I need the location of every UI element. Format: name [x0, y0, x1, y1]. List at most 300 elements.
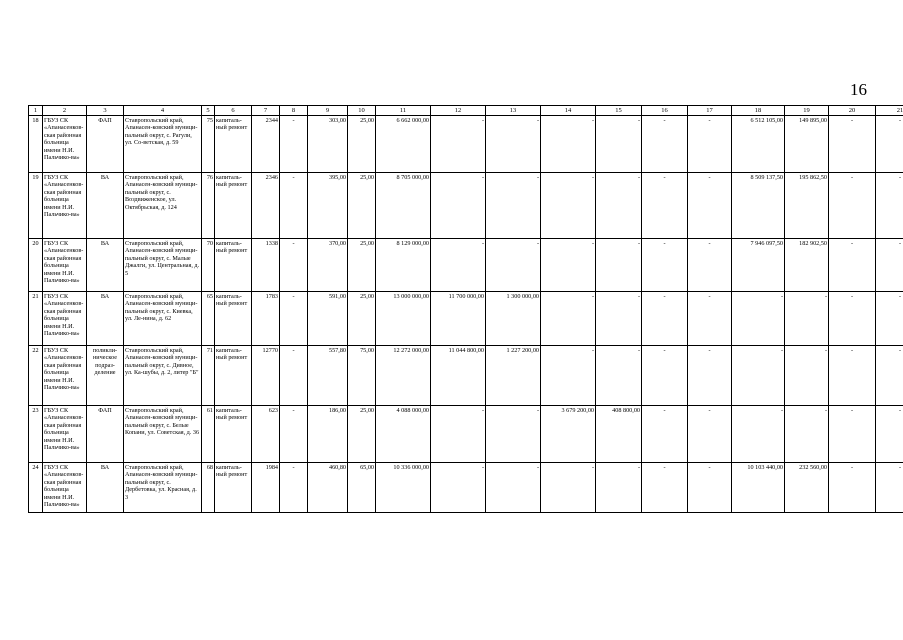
cell-text: 18 — [32, 117, 39, 124]
cell-text: 557,80 — [328, 347, 346, 354]
cell-text: - — [591, 117, 594, 124]
cell-text: поликли-ническое подраз-деление — [92, 347, 118, 377]
cell-text: 76 — [206, 174, 213, 181]
cell-text: - — [780, 293, 783, 300]
cell-text: - — [850, 174, 854, 181]
table-cell — [785, 463, 829, 513]
table-cell — [43, 173, 87, 239]
table-cell — [43, 463, 87, 513]
table-cell — [688, 292, 732, 346]
cell-text: капиталь-ный ремонт — [216, 293, 248, 308]
table-cell — [732, 116, 785, 173]
cell-text: 68 — [206, 464, 213, 471]
table-cell — [43, 239, 87, 292]
table-cell — [732, 463, 785, 513]
cell-text: - — [591, 174, 594, 181]
table-cell — [376, 346, 431, 406]
table-cell — [280, 116, 308, 173]
cell-text: 25,00 — [360, 240, 374, 247]
cell-text: 232 560,00 — [799, 464, 827, 471]
table-cell — [642, 292, 688, 346]
cell-text: 75,00 — [360, 347, 374, 354]
table-cell — [486, 116, 541, 173]
table-cell — [348, 406, 376, 463]
table-cell — [431, 239, 486, 292]
table-cell — [876, 463, 903, 513]
column-header: 4 — [124, 106, 202, 116]
table-cell — [486, 346, 541, 406]
cell-text: - — [591, 293, 594, 300]
cell-text: - — [481, 407, 484, 414]
page-number: 16 — [850, 80, 867, 99]
column-header: 19 — [785, 106, 829, 116]
cell-text: - — [591, 464, 594, 471]
cell-text: 23 — [32, 407, 39, 414]
cell-text: 1783 — [265, 293, 278, 300]
cell-text: ФАП — [98, 407, 112, 414]
table-cell — [785, 346, 829, 406]
table-cell — [688, 116, 732, 173]
table-cell — [348, 239, 376, 292]
table-cell — [596, 173, 642, 239]
table-cell — [541, 463, 596, 513]
cell-text: - — [663, 293, 666, 300]
table-cell — [348, 116, 376, 173]
cell-text: 25,00 — [360, 174, 374, 181]
cell-text: - — [824, 293, 827, 300]
table-cell — [308, 116, 348, 173]
cell-text: 460,80 — [328, 464, 346, 471]
table-cell — [785, 173, 829, 239]
table-cell — [87, 292, 124, 346]
table-cell — [596, 406, 642, 463]
cell-text: - — [898, 174, 902, 181]
cell-text: 24 — [32, 464, 39, 471]
cell-text: - — [481, 464, 484, 471]
table-cell — [215, 173, 252, 239]
cell-text: - — [536, 174, 539, 181]
table-cell — [87, 346, 124, 406]
cell-text: ГБУЗ СК «Апанасенков-ская районная больница имени Н.И. Пальчико-ва» — [44, 464, 84, 509]
table-cell — [43, 346, 87, 406]
cell-text: 408 800,00 — [612, 407, 640, 414]
table-cell — [732, 239, 785, 292]
cell-text: - — [663, 117, 666, 124]
table-cell — [29, 239, 43, 292]
table-cell — [596, 239, 642, 292]
table-cell — [688, 239, 732, 292]
column-header: 18 — [732, 106, 785, 116]
cell-text: - — [292, 464, 295, 471]
table-cell — [376, 406, 431, 463]
column-header: 16 — [642, 106, 688, 116]
table-cell — [215, 346, 252, 406]
cell-text: 12770 — [262, 347, 278, 354]
table-cell — [732, 292, 785, 346]
cell-text: 1 300 000,00 — [506, 293, 539, 300]
column-header: 20 — [829, 106, 876, 116]
cell-text: - — [708, 117, 711, 124]
table-cell — [785, 239, 829, 292]
table-cell — [688, 463, 732, 513]
cell-text: ВА — [100, 240, 110, 247]
table-cell — [785, 116, 829, 173]
column-header: 13 — [486, 106, 541, 116]
cell-text: - — [536, 117, 539, 124]
cell-text: 11 044 800,00 — [448, 347, 484, 354]
cell-text: - — [850, 407, 854, 414]
table-cell — [829, 463, 876, 513]
table-cell — [252, 346, 280, 406]
table-cell — [124, 346, 202, 406]
column-header: 11 — [376, 106, 431, 116]
data-table — [28, 105, 903, 513]
table-cell — [732, 406, 785, 463]
column-header: 1 — [29, 106, 43, 116]
cell-text: 395,00 — [328, 174, 346, 181]
cell-text: 2346 — [265, 174, 278, 181]
cell-text: - — [536, 464, 539, 471]
table-row — [29, 292, 903, 346]
column-header: 9 — [308, 106, 348, 116]
cell-text: капиталь-ный ремонт — [216, 117, 248, 132]
cell-text: - — [663, 347, 666, 354]
table-cell — [431, 116, 486, 173]
cell-text: - — [850, 464, 854, 471]
table-cell — [876, 292, 903, 346]
table-cell — [87, 406, 124, 463]
cell-text: капиталь-ный ремонт — [216, 347, 248, 362]
table-cell — [596, 463, 642, 513]
table-row — [29, 116, 903, 173]
cell-text: 591,00 — [328, 293, 346, 300]
cell-text: Ставропольский край, Апанасен-ковский муници-пальный округ, с. Дербетовка, ул. Красная, д. 3 — [125, 464, 198, 501]
table-cell — [29, 463, 43, 513]
cell-text: - — [292, 174, 295, 181]
table-cell — [829, 406, 876, 463]
table-row — [29, 346, 903, 406]
table-cell — [308, 346, 348, 406]
cell-text: Ставропольский край, Апанасен-ковский муници-пальный округ, с. Воздвиженское, ул. Октябрьская, д. 124 — [125, 174, 198, 211]
table-cell — [202, 239, 215, 292]
column-header: 7 — [252, 106, 280, 116]
column-header: 17 — [688, 106, 732, 116]
cell-text: - — [708, 464, 711, 471]
table-cell — [215, 292, 252, 346]
column-header: 14 — [541, 106, 596, 116]
cell-text: ГБУЗ СК «Апанасенков-ская районная больница имени Н.И. Пальчико-ва» — [44, 117, 84, 162]
cell-text: Ставропольский край, Апанасен-ковский муници-пальный округ, с. Белые Копани, ул. Советская, д. 36 — [125, 407, 200, 437]
table-cell — [876, 346, 903, 406]
table-cell — [876, 406, 903, 463]
table-cell — [252, 463, 280, 513]
table-cell — [348, 346, 376, 406]
cell-text: Ставропольский край, Апанасен-ковский муници-пальный округ, с. Рагули, ул. Со-ветская, д. 59 — [125, 117, 198, 147]
table-cell — [829, 173, 876, 239]
cell-text: - — [637, 174, 640, 181]
table-cell — [308, 463, 348, 513]
cell-text: - — [708, 407, 711, 414]
cell-text: 65 — [206, 293, 213, 300]
cell-text: ВА — [100, 464, 110, 471]
table-cell — [348, 463, 376, 513]
table-cell — [486, 406, 541, 463]
cell-text: - — [663, 240, 666, 247]
table-cell — [596, 346, 642, 406]
table-cell — [541, 116, 596, 173]
column-header: 8 — [280, 106, 308, 116]
cell-text: 186,00 — [328, 407, 346, 414]
table-cell — [215, 463, 252, 513]
table-cell — [732, 346, 785, 406]
table-cell — [280, 406, 308, 463]
column-header: 6 — [215, 106, 252, 116]
header-row — [29, 106, 903, 116]
cell-text: - — [481, 174, 484, 181]
cell-text: - — [637, 240, 640, 247]
column-header: 15 — [596, 106, 642, 116]
table-cell — [124, 406, 202, 463]
cell-text: - — [708, 293, 711, 300]
cell-text: 22 — [32, 347, 39, 354]
cell-text: 1 227 200,00 — [506, 347, 539, 354]
cell-text: - — [637, 293, 640, 300]
cell-text: - — [637, 464, 640, 471]
cell-text: ВА — [100, 174, 110, 181]
cell-text: - — [824, 407, 827, 414]
table-cell — [124, 463, 202, 513]
cell-text: ГБУЗ СК «Апанасенков-ская районная больница имени Н.И. Пальчико-ва» — [44, 293, 84, 338]
table-cell — [348, 292, 376, 346]
table-cell — [202, 292, 215, 346]
table-cell — [431, 406, 486, 463]
table-cell — [541, 292, 596, 346]
cell-text: - — [292, 347, 295, 354]
cell-text: 25,00 — [360, 293, 374, 300]
cell-text: - — [292, 293, 295, 300]
cell-text: - — [898, 464, 902, 471]
table-cell — [280, 173, 308, 239]
table-row — [29, 173, 903, 239]
column-header: 3 — [87, 106, 124, 116]
table-cell — [829, 239, 876, 292]
cell-text: - — [536, 240, 539, 247]
table-cell — [308, 406, 348, 463]
table-cell — [376, 463, 431, 513]
cell-text: 8 129 000,00 — [396, 240, 429, 247]
column-header: 2 — [43, 106, 87, 116]
table-cell — [541, 239, 596, 292]
table-cell — [642, 346, 688, 406]
cell-text: - — [780, 347, 783, 354]
cell-text: 12 272 000,00 — [393, 347, 429, 354]
cell-text: - — [481, 117, 484, 124]
cell-text: 195 862,50 — [799, 174, 827, 181]
table-cell — [642, 406, 688, 463]
cell-text: 65,00 — [360, 464, 374, 471]
cell-text: 25,00 — [360, 407, 374, 414]
table-cell — [124, 239, 202, 292]
column-header: 10 — [348, 106, 376, 116]
cell-text: капиталь-ный ремонт — [216, 464, 248, 479]
cell-text: 6 512 105,00 — [750, 117, 783, 124]
table-cell — [280, 292, 308, 346]
table-cell — [280, 346, 308, 406]
cell-text: 71 — [206, 347, 213, 354]
cell-text: 25,00 — [360, 117, 374, 124]
table-cell — [308, 173, 348, 239]
table-cell — [252, 116, 280, 173]
table-cell — [43, 406, 87, 463]
cell-text: - — [591, 347, 594, 354]
cell-text: - — [708, 174, 711, 181]
table-cell — [280, 463, 308, 513]
cell-text: - — [637, 347, 640, 354]
cell-text: 182 902,50 — [799, 240, 827, 247]
table-cell — [202, 406, 215, 463]
cell-text: - — [898, 347, 902, 354]
cell-text: - — [898, 293, 902, 300]
cell-text: 623 — [268, 407, 278, 414]
cell-text: ФАП — [98, 117, 112, 124]
cell-text: - — [898, 407, 902, 414]
cell-text: - — [708, 240, 711, 247]
table-cell — [431, 173, 486, 239]
column-header: 21 — [876, 106, 903, 116]
table-cell — [732, 173, 785, 239]
table-cell — [829, 346, 876, 406]
table-row — [29, 463, 903, 513]
cell-text: - — [898, 117, 902, 124]
table-cell — [431, 346, 486, 406]
table-cell — [596, 116, 642, 173]
cell-text: ГБУЗ СК «Апанасенков-ская районная больница имени Н.И. Пальчико-ва» — [44, 347, 84, 392]
table-cell — [876, 116, 903, 173]
table-cell — [124, 116, 202, 173]
table-cell — [785, 292, 829, 346]
table-cell — [348, 173, 376, 239]
cell-text: капиталь-ный ремонт — [216, 240, 248, 255]
table-cell — [43, 292, 87, 346]
table-cell — [541, 406, 596, 463]
table-cell — [541, 173, 596, 239]
table-row — [29, 406, 903, 463]
table-cell — [642, 463, 688, 513]
table-cell — [252, 239, 280, 292]
cell-text: ВА — [100, 293, 110, 300]
table-cell — [215, 406, 252, 463]
cell-text: - — [591, 240, 594, 247]
cell-text: 370,00 — [328, 240, 346, 247]
cell-text: 13 000 000,00 — [393, 293, 429, 300]
table-cell — [486, 173, 541, 239]
cell-text: 7 946 097,50 — [750, 240, 783, 247]
table-body — [29, 116, 903, 513]
table-row — [29, 239, 903, 292]
table-cell — [280, 239, 308, 292]
cell-text: 20 — [32, 240, 39, 247]
table-cell — [43, 116, 87, 173]
table-cell — [202, 463, 215, 513]
cell-text: - — [850, 347, 854, 354]
cell-text: ГБУЗ СК «Апанасенков-ская районная больница имени Н.И. Пальчико-ва» — [44, 174, 84, 219]
table-cell — [308, 239, 348, 292]
table-cell — [252, 292, 280, 346]
table-cell — [829, 292, 876, 346]
cell-text: Ставропольский край, Апанасен-ковский муници-пальный округ, с. Дивное, ул. Ка-шубы, д. 2, литер "Б" — [125, 347, 199, 377]
table-cell — [215, 116, 252, 173]
cell-text: 4 088 000,00 — [396, 407, 429, 414]
table-cell — [688, 346, 732, 406]
cell-text: - — [663, 407, 666, 414]
cell-text: - — [663, 174, 666, 181]
cell-text: 8 509 137,50 — [750, 174, 783, 181]
table-cell — [431, 463, 486, 513]
table-cell — [376, 116, 431, 173]
table-cell — [486, 239, 541, 292]
table-cell — [486, 463, 541, 513]
cell-text: 70 — [206, 240, 213, 247]
cell-text: 61 — [206, 407, 213, 414]
table-cell — [87, 116, 124, 173]
cell-text: - — [850, 117, 854, 124]
table-cell — [202, 173, 215, 239]
cell-text: 11 700 000,00 — [448, 293, 484, 300]
table-cell — [642, 116, 688, 173]
cell-text: - — [824, 347, 827, 354]
cell-text: - — [481, 240, 484, 247]
table-cell — [215, 239, 252, 292]
table-cell — [29, 116, 43, 173]
table-cell — [876, 173, 903, 239]
table-cell — [785, 406, 829, 463]
cell-text: - — [292, 117, 295, 124]
cell-text: 6 662 000,00 — [396, 117, 429, 124]
cell-text: - — [850, 240, 854, 247]
column-header: 12 — [431, 106, 486, 116]
cell-text: 8 705 000,00 — [396, 174, 429, 181]
table-cell — [431, 292, 486, 346]
table-cell — [124, 173, 202, 239]
table-cell — [688, 406, 732, 463]
cell-text: - — [708, 347, 711, 354]
cell-text: - — [292, 407, 295, 414]
table-cell — [29, 173, 43, 239]
column-header: 5 — [202, 106, 215, 116]
table-cell — [876, 239, 903, 292]
cell-text: 149 895,00 — [799, 117, 827, 124]
table-cell — [376, 239, 431, 292]
table-cell — [87, 239, 124, 292]
cell-text: 21 — [32, 293, 39, 300]
table-cell — [202, 346, 215, 406]
table-cell — [642, 173, 688, 239]
table-cell — [541, 346, 596, 406]
cell-text: ГБУЗ СК «Апанасенков-ская районная больница имени Н.И. Пальчико-ва» — [44, 240, 84, 285]
table-cell — [29, 292, 43, 346]
table-cell — [252, 406, 280, 463]
cell-text: - — [536, 407, 539, 414]
table-cell — [486, 292, 541, 346]
table-cell — [252, 173, 280, 239]
cell-text: 19 — [32, 174, 39, 181]
table-cell — [376, 173, 431, 239]
cell-text: 10 336 000,00 — [393, 464, 429, 471]
cell-text: - — [637, 117, 640, 124]
table-cell — [29, 346, 43, 406]
cell-text: - — [292, 240, 295, 247]
table-cell — [124, 292, 202, 346]
